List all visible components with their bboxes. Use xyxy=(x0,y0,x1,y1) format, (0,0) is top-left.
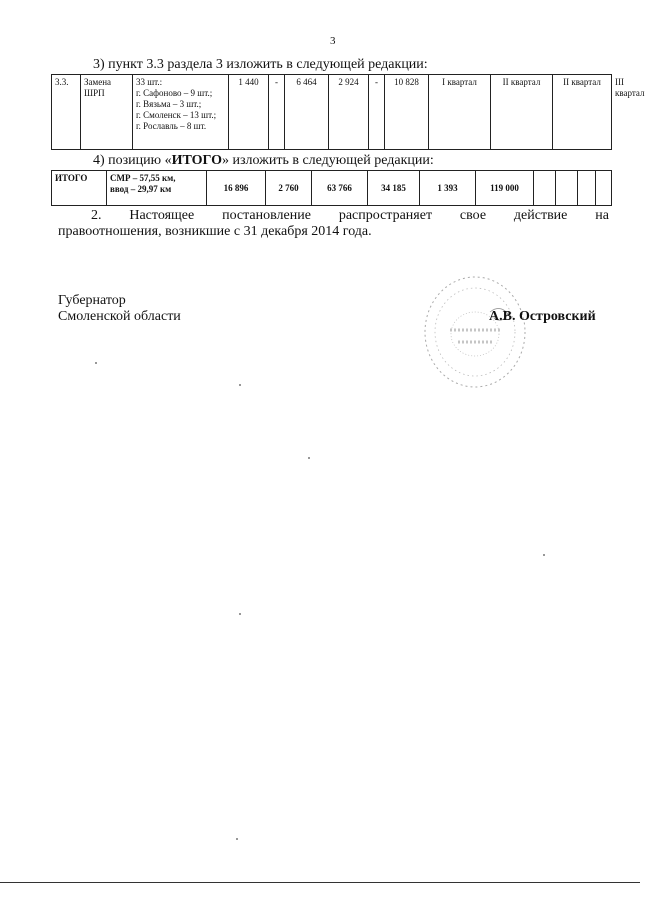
item3-heading: 3) пункт 3.3 раздела 3 изложить в следующей редакции: xyxy=(93,57,428,72)
para2-line2: правоотношения, возникшие с 31 декабря 2014 года. xyxy=(58,224,372,239)
quarter-cell: I квартал xyxy=(429,75,491,150)
value-cell: 6 464 xyxy=(285,75,329,150)
bottom-rule xyxy=(0,882,640,883)
paragraph-2 xyxy=(58,208,609,240)
para2-word: Настоящее xyxy=(129,208,195,223)
para2-word: постановление xyxy=(222,208,311,223)
table-row: 3.3. Замена ШРП 33 шт.: г. Сафоново – 9 шт.; г. Вязьма – 3 шт.; г. Смоленск – 13 шт.; г. Рославль – 8 шт. 1 440 - 6 464 2 924 - 10 828 I квартал II квартал II квартал III квартал xyxy=(52,75,612,150)
value-cell: 1 393 xyxy=(420,171,476,206)
row-name: Замена ШРП xyxy=(81,75,133,150)
quarter-cell: II квартал xyxy=(553,75,612,150)
para2-number: 2. xyxy=(91,208,102,223)
value-cell: 63 766 xyxy=(312,171,368,206)
scan-speck xyxy=(239,613,241,615)
item4-heading-before: 4) позицию « xyxy=(93,153,172,168)
value-cell: 119 000 xyxy=(476,171,534,206)
table-item-3-3 xyxy=(51,74,645,150)
detail-line: г. Сафоново – 9 шт.; xyxy=(136,88,213,98)
item4-heading-after: » изложить в следующей редакции: xyxy=(222,153,434,168)
signature-title xyxy=(58,293,181,325)
value-cell: 16 896 xyxy=(207,171,266,206)
signature-title-line2: Смоленской области xyxy=(58,309,181,324)
row-number: 3.3. xyxy=(52,75,81,150)
signature-name: А.В. Островский xyxy=(489,309,596,324)
scan-speck xyxy=(236,838,238,840)
value-cell: - xyxy=(269,75,285,150)
empty-cell xyxy=(534,171,556,206)
value-cell: - xyxy=(369,75,385,150)
para2-word: свое xyxy=(459,208,487,223)
signature-title-line1: Губернатор xyxy=(58,293,126,308)
empty-cell xyxy=(578,171,596,206)
item4-heading xyxy=(93,153,434,169)
scan-speck xyxy=(95,362,97,364)
detail-line: 33 шт.: xyxy=(136,77,163,87)
itogo-detail xyxy=(107,171,207,206)
detail-line: СМР – 57,55 км, xyxy=(110,173,176,183)
quarter-cell: II квартал xyxy=(491,75,553,150)
page-number: 3 xyxy=(330,35,336,47)
table-itogo xyxy=(51,170,612,206)
itogo-label: ИТОГО xyxy=(52,171,107,206)
item4-heading-bold: ИТОГО xyxy=(171,153,223,168)
scan-speck xyxy=(308,457,310,459)
empty-cell xyxy=(556,171,578,206)
empty-cell xyxy=(596,171,612,206)
value-cell: 2 924 xyxy=(329,75,369,150)
value-cell: 1 440 xyxy=(229,75,269,150)
table-row xyxy=(52,171,612,206)
value-cell: 2 760 xyxy=(266,171,312,206)
detail-line: ввод – 29,97 км xyxy=(110,184,172,194)
value-cell: 34 185 xyxy=(368,171,420,206)
para2-word: на xyxy=(595,208,609,223)
row-detail xyxy=(133,75,229,150)
detail-line: г. Рославль – 8 шт. xyxy=(136,121,207,131)
scan-speck xyxy=(239,384,241,386)
official-seal-stamp xyxy=(420,272,530,392)
detail-line: г. Смоленск – 13 шт.; xyxy=(136,110,217,120)
para2-word: распространяет xyxy=(338,208,433,223)
detail-line: г. Вязьма – 3 шт.; xyxy=(136,99,202,109)
scan-speck xyxy=(543,554,545,556)
value-cell: 10 828 xyxy=(385,75,429,150)
para2-word: действие xyxy=(513,208,568,223)
